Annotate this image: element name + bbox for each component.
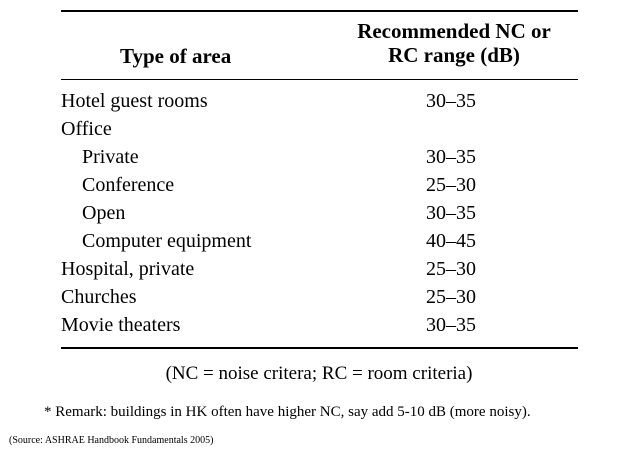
range-cell: 25–30 [426,174,476,196]
table-row [61,115,578,143]
table-row [61,143,578,171]
source-citation: (Source: ASHRAE Handbook Fundamentals 2005) [9,435,214,446]
table-row [61,171,578,199]
table-header-rule [61,79,578,80]
header-type-of-area: Type of area [120,44,232,68]
range-cell: 30–35 [426,90,476,112]
area-cell: Office [61,118,112,140]
area-cell: Hotel guest rooms [61,90,208,112]
range-cell: 40–45 [426,230,476,252]
area-cell: Conference [82,174,175,196]
table-row [61,255,578,283]
area-cell: Private [82,146,139,168]
area-cell: Churches [61,286,137,308]
header-range-line1: Recommended NC or [357,19,551,43]
table-row [61,283,578,311]
table-top-rule [61,10,578,12]
area-cell: Computer equipment [82,230,252,252]
area-cell: Movie theaters [61,314,181,336]
range-cell: 30–35 [426,146,476,168]
table-row [61,311,578,339]
range-cell: 30–35 [426,202,476,224]
table-row [61,227,578,255]
area-cell: Hospital, private [61,258,195,280]
remark-note: * Remark: buildings in HK often have higher NC, say add 5-10 dB (more noisy). [44,404,531,420]
table-bottom-rule [61,347,578,349]
table-row [61,87,578,115]
range-cell: 30–35 [426,314,476,336]
table-body [61,87,578,339]
header-range-line2: RC range (dB) [388,43,520,67]
range-cell: 25–30 [426,258,476,280]
header-recommended-range [336,19,572,67]
table-row [61,199,578,227]
range-cell: 25–30 [426,286,476,308]
area-cell: Open [82,202,126,224]
abbreviation-caption: (NC = noise critera; RC = room criteria) [165,363,473,384]
